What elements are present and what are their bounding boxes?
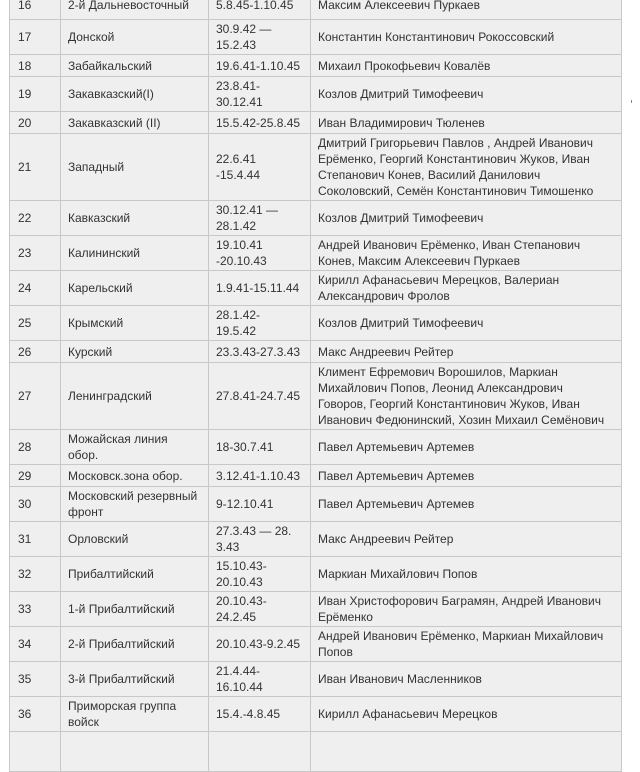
front-number-cell: 27 [10, 363, 61, 430]
table-row [10, 55, 622, 77]
front-number-cell: 30 [10, 487, 61, 522]
front-dates-cell: 19.6.41-1.10.45 [209, 55, 311, 77]
front-name-cell [61, 732, 209, 772]
fronts-table-body [10, 0, 622, 772]
front-number-cell: 23 [10, 236, 61, 271]
front-dates-cell: 20.10.43-24.2.45 [209, 592, 311, 627]
front-name-cell: Можайская линия обор. [61, 430, 209, 465]
front-number-cell: 33 [10, 592, 61, 627]
front-number-cell: 19 [10, 77, 61, 112]
table-row [10, 306, 622, 341]
front-dates-cell: 3.12.41-1.10.43 [209, 465, 311, 487]
front-commanders-cell: Дмитрий Григорьевич Павлов , Андрей Иванович Ерёменко, Георгий Константинович Жуков, Иван Степанович Конев, Василий Данилович Соколовский, Семён Константинович Тимошенко [311, 134, 622, 201]
front-commanders-cell: Иван Иванович Масленников [311, 662, 622, 697]
page-scroll-mark: ' [630, 98, 634, 111]
front-name-cell: Кавказский [61, 201, 209, 236]
front-name-cell: Закавказский (II) [61, 112, 209, 134]
front-commanders-cell: Павел Артемьевич Артемев [311, 487, 622, 522]
front-dates-cell [209, 732, 311, 772]
front-dates-cell: 22.6.41 -15.4.44 [209, 134, 311, 201]
table-row [10, 522, 622, 557]
front-name-cell: Московский резервный фронт [61, 487, 209, 522]
table-row [10, 627, 622, 662]
front-name-cell: Орловский [61, 522, 209, 557]
front-dates-cell: 20.10.43-9.2.45 [209, 627, 311, 662]
front-dates-cell: 28.1.42- 19.5.42 [209, 306, 311, 341]
front-commanders-cell: Козлов Дмитрий Тимофеевич [311, 77, 622, 112]
front-number-cell: 34 [10, 627, 61, 662]
front-dates-cell: 27.3.43 — 28. 3.43 [209, 522, 311, 557]
front-number-cell: 31 [10, 522, 61, 557]
front-number-cell: 18 [10, 55, 61, 77]
front-name-cell: Крымский [61, 306, 209, 341]
table-row [10, 732, 622, 772]
front-dates-cell: 23.8.41-30.12.41 [209, 77, 311, 112]
front-commanders-cell: Климент Ефремович Ворошилов, Маркиан Михайлович Попов, Леонид Александрович Говоров, Георгий Константинович Жуков, Иван Иванович Федюнинский, Хозин Михаил Семёнович [311, 363, 622, 430]
front-name-cell: Забайкальский [61, 55, 209, 77]
front-dates-cell: 15.5.42-25.8.45 [209, 112, 311, 134]
table-row [10, 487, 622, 522]
front-name-cell: Приморская группа войск [61, 697, 209, 732]
table-row [10, 201, 622, 236]
front-commanders-cell: Кирилл Афанасьевич Мерецков [311, 697, 622, 732]
table-row [10, 271, 622, 306]
table-row [10, 557, 622, 592]
table-row [10, 697, 622, 732]
front-dates-cell: 9-12.10.41 [209, 487, 311, 522]
front-name-cell: Закавказский(I) [61, 77, 209, 112]
front-number-cell: 21 [10, 134, 61, 201]
front-name-cell: 3-й Прибалтийский [61, 662, 209, 697]
front-number-cell: 32 [10, 557, 61, 592]
front-dates-cell: 1.9.41-15.11.44 [209, 271, 311, 306]
front-number-cell [10, 732, 61, 772]
front-dates-cell: 23.3.43-27.3.43 [209, 341, 311, 363]
front-commanders-cell: Андрей Иванович Ерёменко, Иван Степанович Конев, Максим Алексеевич Пуркаев [311, 236, 622, 271]
front-commanders-cell: Маркиан Михайлович Попов [311, 557, 622, 592]
front-name-cell: 2-й Дальневосточный [61, 0, 209, 20]
front-name-cell: Западный [61, 134, 209, 201]
front-number-cell: 35 [10, 662, 61, 697]
front-name-cell: 1-й Прибалтийский [61, 592, 209, 627]
table-row [10, 662, 622, 697]
front-commanders-cell: Макс Андреевич Рейтер [311, 341, 622, 363]
table-row [10, 430, 622, 465]
table-row [10, 465, 622, 487]
front-commanders-cell: Андрей Иванович Ерёменко, Маркиан Михайлович Попов [311, 627, 622, 662]
front-commanders-cell: Кирилл Афанасьевич Мерецков, Валериан Александрович Фролов [311, 271, 622, 306]
front-number-cell: 28 [10, 430, 61, 465]
fronts-table [9, 0, 622, 772]
front-dates-cell: 30.9.42 — 15.2.43 [209, 20, 311, 55]
table-row [10, 20, 622, 55]
front-dates-cell: 18-30.7.41 [209, 430, 311, 465]
front-name-cell: 2-й Прибалтийский [61, 627, 209, 662]
front-number-cell: 26 [10, 341, 61, 363]
front-commanders-cell: Макс Андреевич Рейтер [311, 522, 622, 557]
front-commanders-cell: Максим Алексеевич Пуркаев [311, 0, 622, 20]
front-name-cell: Курский [61, 341, 209, 363]
front-number-cell: 17 [10, 20, 61, 55]
front-commanders-cell: Константин Константинович Рокоссовский [311, 20, 622, 55]
front-number-cell: 20 [10, 112, 61, 134]
front-number-cell: 25 [10, 306, 61, 341]
front-dates-cell: 15.4.-4.8.45 [209, 697, 311, 732]
front-number-cell: 24 [10, 271, 61, 306]
front-name-cell: Калининский [61, 236, 209, 271]
table-row [10, 0, 622, 20]
front-dates-cell: 5.8.45-1.10.45 [209, 0, 311, 20]
front-commanders-cell: Козлов Дмитрий Тимофеевич [311, 306, 622, 341]
front-number-cell: 16 [10, 0, 61, 20]
front-number-cell: 22 [10, 201, 61, 236]
front-commanders-cell: Михаил Прокофьевич Ковалёв [311, 55, 622, 77]
front-commanders-cell: Иван Владимирович Тюленев [311, 112, 622, 134]
table-row [10, 592, 622, 627]
front-commanders-cell: Павел Артемьевич Артемев [311, 430, 622, 465]
front-dates-cell: 15.10.43-20.10.43 [209, 557, 311, 592]
front-name-cell: Ленинградский [61, 363, 209, 430]
front-name-cell: Карельский [61, 271, 209, 306]
front-dates-cell: 30.12.41 — 28.1.42 [209, 201, 311, 236]
front-dates-cell: 21.4.44-16.10.44 [209, 662, 311, 697]
front-number-cell: 36 [10, 697, 61, 732]
front-dates-cell: 27.8.41-24.7.45 [209, 363, 311, 430]
front-name-cell: Прибалтийский [61, 557, 209, 592]
table-row [10, 341, 622, 363]
front-number-cell: 29 [10, 465, 61, 487]
table-row [10, 363, 622, 430]
table-row [10, 236, 622, 271]
table-row [10, 112, 622, 134]
front-commanders-cell: Павел Артемьевич Артемев [311, 465, 622, 487]
table-row [10, 134, 622, 201]
front-dates-cell: 19.10.41 -20.10.43 [209, 236, 311, 271]
front-commanders-cell: Козлов Дмитрий Тимофеевич [311, 201, 622, 236]
front-name-cell: Московск.зона обор. [61, 465, 209, 487]
front-commanders-cell: Иван Христофорович Баграмян, Андрей Иванович Ерёменко [311, 592, 622, 627]
front-name-cell: Донской [61, 20, 209, 55]
front-commanders-cell [311, 732, 622, 772]
table-row [10, 77, 622, 112]
fronts-table-container [9, 0, 621, 772]
